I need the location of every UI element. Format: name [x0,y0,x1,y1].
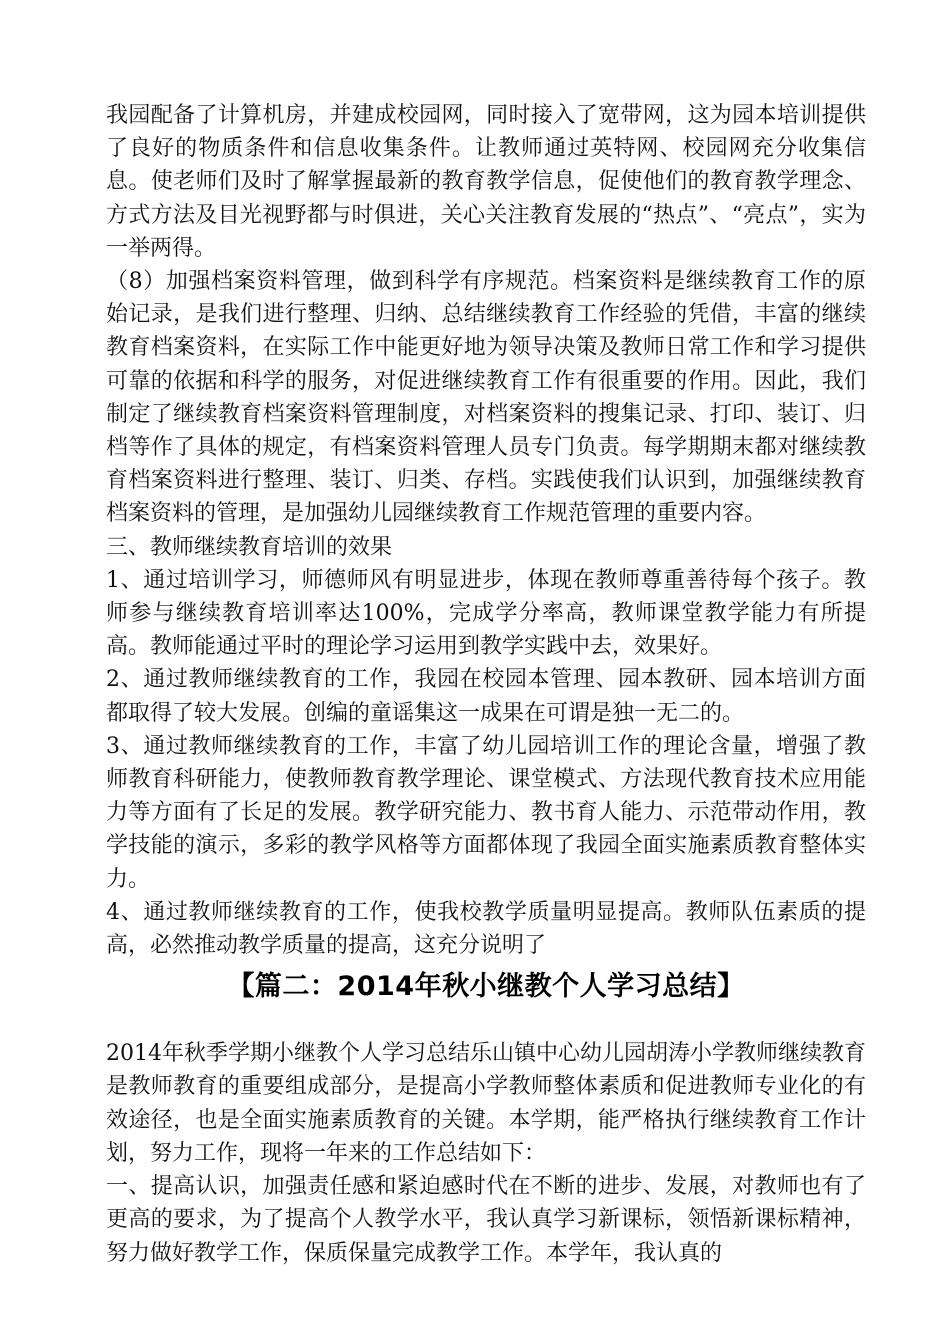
paragraph-archive-management: （8）加强档案资料管理，做到科学有序规范。档案资料是继续教育工作的原始记录，是我们进行整理、归纳、总结继续教育工作经验的凭借，丰富的继续教育档案资料，在实际工作中能更好地为领导决策及教师日常工作和学习提供可靠的依据和科学的服务，对促进继续教育工作有很重要的作用。因此，我们制定了继续教育档案资料管理制度，对档案资料的搜集记录、打印、装订、归档等作了具体的规定，有档案资料管理人员专门负责。每学期期末都对继续教育档案资料进行整理、装订、归类、存档。实践使我们认识到，加强继续教育档案资料的管理，是加强幼儿园继续教育工作规范管理的重要内容。 [106,269,866,527]
paragraph-effect-4: 4、通过教师继续教育的工作，使我校教学质量明显提高。教师队伍素质的提高，必然推动教学质量的提高，这充分说明了 [106,899,866,959]
paragraph-summary-intro: 2014年秋季学期小继教个人学习总结乐山镇中心幼儿园胡涛小学教师继续教育是教师教育的重要组成部分，是提高小学教师整体素质和促进教师专业化的有效途径，也是全面实施素质教育的关键。本学期，能严格执行继续教育工作计划，努力工作，现将一年来的工作总结如下： [106,1041,866,1166]
paragraph-effect-2: 2、通过教师继续教育的工作，我园在校园本管理、园本教研、园本培训方面都取得了较大发展。创编的童谣集这一成果在可谓是独一无二的。 [106,667,866,726]
paragraph-effect-3: 3、通过教师继续教育的工作，丰富了幼儿园培训工作的理论含量，增强了教师教育科研能力，使教师教育教学理论、课堂模式、方法现代教育技术应用能力等方面有了长足的发展。教学研究能力、教书育人能力、示范带动作用，教学技能的演示，多彩的教学风格等方面都体现了我园全面实施素质教育整体实力。 [106,733,866,892]
paragraph-effect-1: 1、通过培训学习，师德师风有明显进步，体现在教师尊重善待每个孩子。教师参与继续教育培训率达100%，完成学分率高，教师课堂教学能力有所提高。教师能通过平时的理论学习运用到教学实践中去，效果好。 [106,567,866,660]
document-body [106,99,866,1270]
paragraph-computer-room: 我园配备了计算机房，并建成校园网，同时接入了宽带网，这为园本培训提供了良好的物质条件和信息收集条件。让教师通过英特网、校园网充分收集信息。使老师们及时了解掌握最新的教育教学信息，促使他们的教育教学理念、方式方法及目光视野都与时俱进，关心关注教育发展的“热点”、“亮点”，实为一举两得。 [106,103,866,261]
paragraph-raise-awareness: 一、提高认识，加强责任感和紧迫感时代在不断的进步、发展，对教师也有了更高的要求，为了提高个人教学水平，我认真学习新课标，领悟新课标精神，努力做好教学工作，保质保量完成教学工作。本学年，我认真的 [106,1174,866,1266]
heading-training-effects: 三、教师继续教育培训的效果 [106,534,393,560]
section-title: 【篇二：2014年秋小继教个人学习总结】 [227,971,745,1003]
